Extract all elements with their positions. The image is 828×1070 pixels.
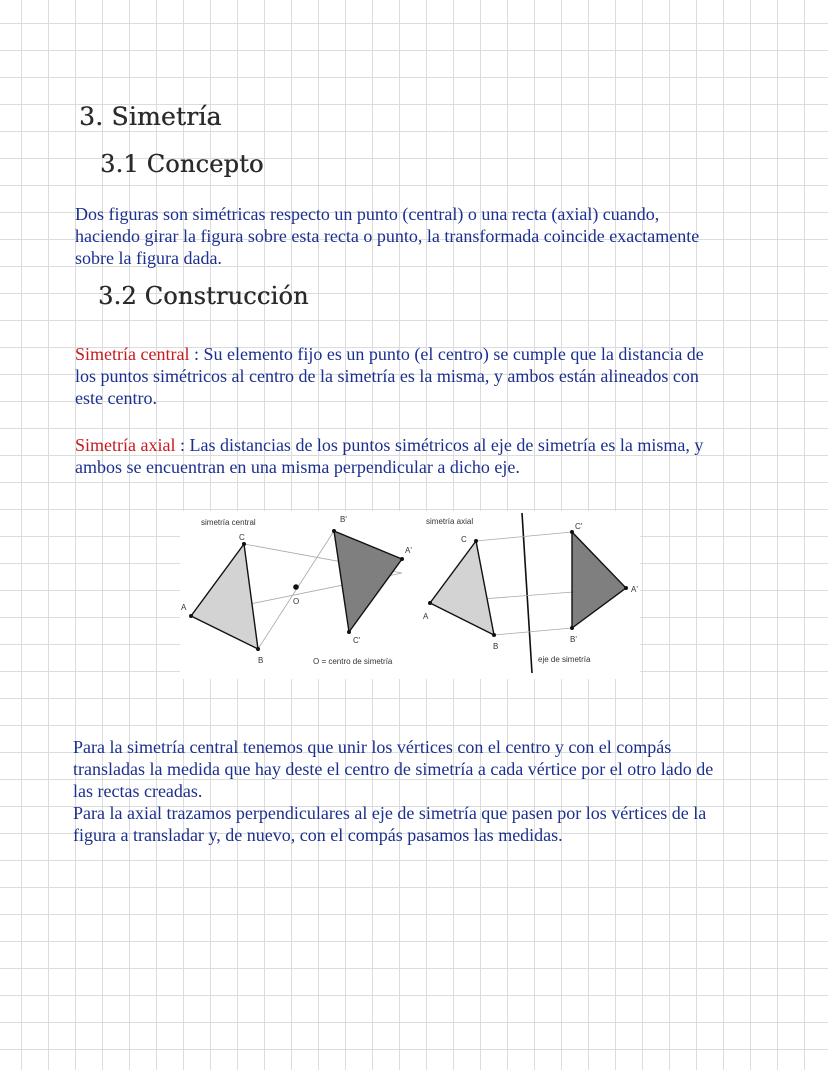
axial-title: simetría axial [426, 517, 474, 526]
concept-line-1: Dos figuras son simétricas respecto un punto (central) o una recta (axial) cuando, [75, 204, 660, 224]
label-b: B [258, 656, 264, 665]
vertex-b-axial [492, 633, 496, 637]
symmetry-diagram-svg [180, 511, 640, 679]
vertex-a-prime [400, 557, 404, 561]
center-caption: O = centro de simetría [313, 657, 393, 666]
method-line-5: figura a transladar y, de nuevo, con el compás pasamos las medidas. [73, 825, 563, 845]
axial-symmetry-figure [423, 513, 638, 673]
vertex-b-prime-axial [570, 626, 574, 630]
label-a-prime-axial: A' [631, 585, 638, 594]
triangle-abc-axial [430, 541, 494, 635]
central-symmetry-paragraph [75, 343, 704, 409]
axial-line-1 [75, 434, 703, 456]
vertex-c-prime [347, 630, 351, 634]
method-line-4: Para la axial trazamos perpendiculares al eje de simetría que pasen por los vértices de la [73, 803, 707, 823]
axial-symmetry-paragraph [75, 434, 703, 478]
label-a: A [181, 603, 187, 612]
central-symmetry-term: Simetría central [75, 344, 190, 364]
method-line-1: Para la simetría central tenemos que unir los vértices con el centro y con el compás [73, 737, 672, 757]
label-c: C [239, 533, 245, 542]
axial-line-1-text: : Las distancias de los puntos simétricos al eje de simetría es la misma, y [175, 435, 704, 455]
method-line-3: las rectas creadas. [73, 781, 203, 801]
label-b-prime: B' [340, 515, 347, 524]
triangle-abc-prime-axial [572, 532, 626, 628]
axial-line-2: ambos se encuentran en una misma perpendicular a dicho eje. [75, 457, 520, 477]
vertex-b-prime [332, 529, 336, 533]
vertex-a-axial [428, 601, 432, 605]
vertex-c-axial [474, 539, 478, 543]
method-paragraph [73, 736, 713, 846]
concept-paragraph [75, 203, 699, 269]
vertex-c-prime-axial [570, 530, 574, 534]
construction-heading: 3.2 Construcción [98, 282, 309, 310]
center-point-o [293, 584, 299, 590]
axial-line-b [494, 628, 572, 635]
triangle-abc [191, 544, 258, 649]
concept-line-2: haciendo girar la figura sobre esta recta o punto, la transformada coincide exactamente [75, 226, 700, 246]
axis-caption: eje de simetría [538, 655, 591, 664]
vertex-b [256, 647, 260, 651]
central-symmetry-figure [181, 515, 412, 666]
concept-heading: 3.1 Concepto [100, 150, 264, 178]
label-c-prime: C' [353, 636, 361, 645]
vertex-c [242, 542, 246, 546]
central-line-1-text: : Su elemento fijo es un punto (el centro) se cumple que la distancia de [189, 344, 704, 364]
vertex-a [189, 614, 193, 618]
label-o: O [293, 597, 300, 606]
label-c-prime-axial: C' [575, 522, 583, 531]
label-b-axial: B [493, 642, 499, 651]
central-line-2: los puntos simétricos al centro de la simetría es la misma, y ambos están alineados con [75, 366, 699, 386]
vertex-a-prime-axial [624, 586, 628, 590]
central-line-3: este centro. [75, 388, 157, 408]
axial-symmetry-term: Simetría axial [75, 435, 176, 455]
label-a-prime: A' [405, 546, 412, 555]
symmetry-diagram [180, 511, 640, 679]
label-b-prime-axial: B' [570, 635, 577, 644]
triangle-abc-prime [334, 531, 402, 632]
concept-line-3: sobre la figura dada. [75, 248, 222, 268]
symmetry-axis [522, 513, 532, 673]
label-a-axial: A [423, 612, 429, 621]
central-line-1 [75, 343, 704, 365]
method-line-2: transladas la medida que hay deste el centro de simetría a cada vértice por el otro lado de [73, 759, 714, 779]
section-title: 3. Simetría [79, 102, 222, 131]
label-c-axial: C [461, 535, 467, 544]
central-title: simetría central [201, 518, 256, 527]
